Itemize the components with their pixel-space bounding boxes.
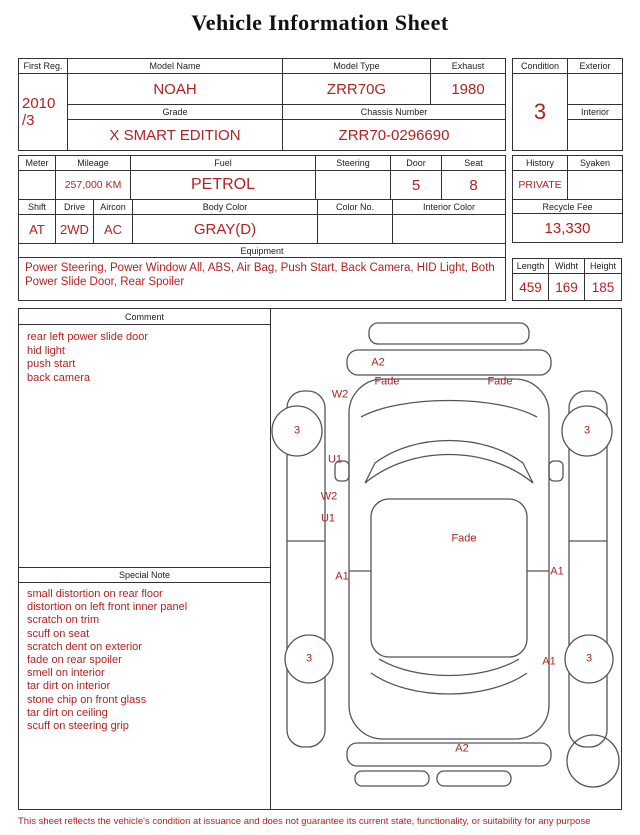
diagram-label: A2 (455, 742, 469, 755)
special-note-line: fade on rear spoiler (27, 654, 122, 667)
car-damage-diagram (271, 309, 622, 809)
diagram-label: A2 (371, 356, 385, 369)
comment-line: rear left power slide door (27, 331, 149, 343)
inspection-panel (18, 308, 622, 810)
exhaust-value: 1980 (431, 74, 505, 104)
syaken-value (568, 171, 622, 199)
seat-label: Seat (442, 156, 505, 170)
exterior-value (568, 74, 622, 104)
specs-table-row1 (18, 155, 506, 200)
special-note-line: smell on interior (27, 667, 105, 680)
special-note-line: stone chip on front glass (27, 693, 147, 706)
shift-value: AT (19, 215, 55, 243)
aircon-label: Aircon (94, 200, 132, 214)
steering-value (316, 171, 390, 199)
meter-value (19, 171, 55, 199)
special-note-list (19, 586, 270, 735)
special-note-line: small distortion on rear floor (27, 588, 163, 600)
diagram-label: 3 (305, 652, 313, 665)
length-label: Length (513, 259, 548, 273)
special-note-line: scuff on steering grip (27, 720, 129, 733)
special-note-line: scuff on seat (27, 627, 90, 640)
seat-value: 8 (442, 171, 505, 199)
condition-label: Condition (513, 59, 567, 73)
special-note-line: tar dirt on interior (27, 680, 111, 693)
interior-color-value (393, 215, 505, 243)
color-no-label: Color No. (318, 200, 392, 214)
mileage-value: 257,000 KM (56, 171, 130, 199)
chassis-number-label: Chassis Number (283, 105, 505, 119)
equipment-label: Equipment (19, 244, 505, 257)
height-value: 185 (585, 274, 621, 300)
comment-line: hid light (27, 344, 65, 357)
notes-pane (19, 309, 271, 809)
model-type-value: ZRR70G (283, 74, 430, 104)
aircon-value: AC (94, 215, 132, 243)
body-color-value: GRAY(D) (133, 215, 317, 243)
comment-header: Comment (19, 309, 270, 325)
disclaimer-text: This sheet reflects the vehicle's condition at issuance and does not guarantee its current state, functionality, or suitability for any purpose (18, 816, 591, 827)
chassis-number-value: ZRR70-0296690 (283, 120, 505, 150)
comment-list (19, 325, 270, 391)
drive-value: 2WD (56, 215, 93, 243)
right-mirror (549, 461, 563, 481)
special-note-line: distortion on left front inner panel (27, 601, 188, 614)
condition-value: 3 (513, 74, 567, 150)
diagram-label: A1 (550, 565, 564, 578)
special-note-line: scratch dent on exterior (27, 640, 142, 653)
diagram-label: 3 (293, 424, 301, 437)
dimensions-table (512, 258, 622, 301)
diagram-label: 3 (583, 424, 591, 437)
first-reg-year: 2010 (22, 95, 56, 112)
interior-label: Interior (568, 105, 622, 119)
special-note-header: Special Note (19, 567, 270, 583)
special-note-line: tar dirt on ceiling (27, 706, 108, 719)
model-name-value: NOAH (68, 74, 282, 104)
diagram-label: A1 (542, 655, 556, 668)
diagram-label: W2 (320, 490, 338, 503)
length-value: 459 (513, 274, 548, 300)
door-label: Door (391, 156, 441, 170)
equipment-value: Power Steering, Power Window All, ABS, Air Bag, Push Start, Back Camera, HID Light, Both Power Slide Door, Rear Spoiler (19, 258, 505, 300)
diagram-label: 3 (585, 652, 593, 665)
recycle-fee-value: 13,330 (513, 214, 622, 242)
height-label: Height (585, 259, 621, 273)
condition-table (512, 58, 623, 151)
interior-color-label: Interior Color (393, 200, 505, 214)
body-color-label: Body Color (133, 200, 317, 214)
interior-value (568, 120, 622, 150)
spare-wheel (567, 735, 619, 787)
fuel-value: PETROL (131, 171, 315, 199)
history-label: History (513, 156, 567, 170)
model-name-label: Model Name (68, 59, 282, 73)
specs-table-row2 (18, 199, 506, 244)
shift-label: Shift (19, 200, 55, 214)
steering-label: Steering (316, 156, 390, 170)
equipment-table (18, 243, 506, 301)
diagram-label: Fade (487, 375, 513, 388)
fuel-label: Fuel (131, 156, 315, 170)
recycle-fee-label: Recycle Fee (513, 200, 622, 213)
wheel-arches (272, 406, 613, 683)
diagram-label: Fade (374, 375, 400, 388)
special-note-line: scratch on trim (27, 614, 100, 627)
meter-label: Meter (19, 156, 55, 170)
width-value: 169 (549, 274, 584, 300)
width-label: Widht (549, 259, 584, 273)
first-reg-month: /3 (22, 112, 35, 129)
comment-line: push start (27, 358, 76, 370)
first-reg-label: First Reg. (19, 59, 67, 73)
grade-label: Grade (68, 105, 282, 119)
car-diagram-drawing (271, 309, 622, 809)
page-title: Vehicle Information Sheet (191, 10, 449, 35)
syaken-label: Syaken (568, 156, 622, 170)
color-no-value (318, 215, 392, 243)
diagram-label: U1 (320, 512, 336, 525)
rear-view-outline (347, 735, 619, 787)
comment-line: back camera (27, 371, 90, 384)
diagram-label: A1 (335, 570, 349, 583)
first-reg-value (19, 74, 67, 150)
drive-label: Drive (56, 200, 93, 214)
diagram-label: W2 (331, 388, 349, 401)
history-value: PRIVATE (513, 171, 567, 199)
door-value: 5 (391, 171, 441, 199)
exhaust-label: Exhaust (431, 59, 505, 73)
model-type-label: Model Type (283, 59, 430, 73)
top-view-outline (335, 375, 563, 739)
diagram-label: Fade (451, 532, 477, 545)
diagram-label: U1 (327, 453, 343, 466)
mileage-label: Mileage (56, 156, 130, 170)
identity-table (18, 58, 506, 151)
history-table (512, 155, 623, 243)
exterior-label: Exterior (568, 59, 622, 73)
grade-value: X SMART EDITION (68, 120, 282, 150)
